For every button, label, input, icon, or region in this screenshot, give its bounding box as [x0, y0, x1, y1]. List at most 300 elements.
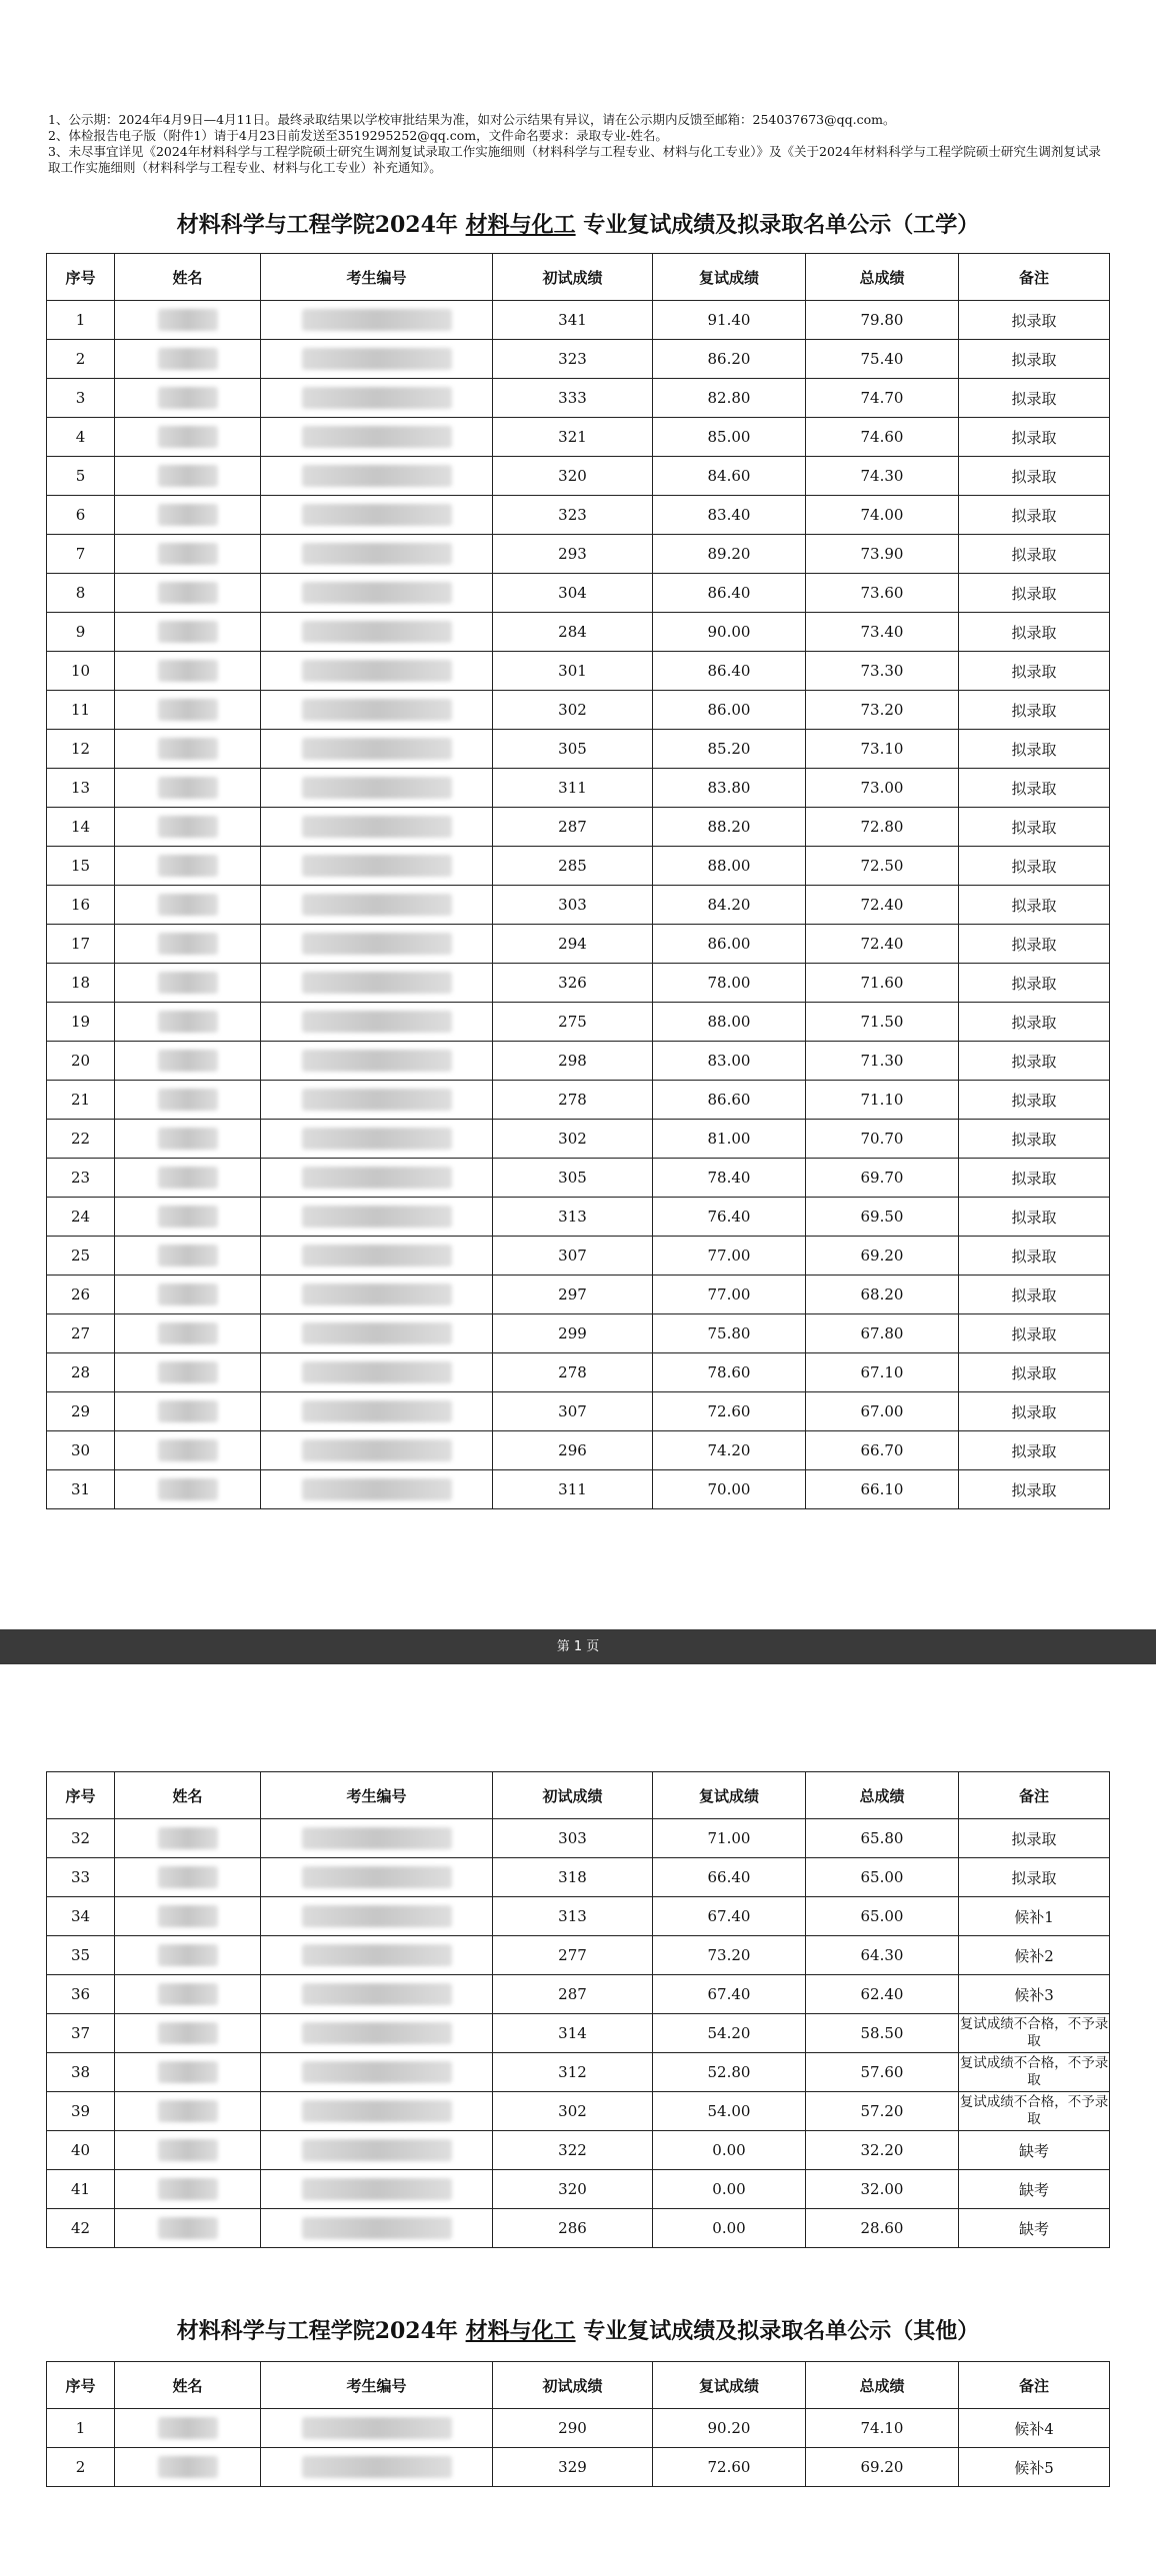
- cell-name-redacted: [115, 808, 261, 847]
- redaction-blur: [302, 2417, 452, 2439]
- table-row: [47, 1353, 1110, 1392]
- cell-retest-score: 86.00: [653, 691, 806, 730]
- redaction-blur: [158, 1866, 218, 1888]
- cell-initial-score: 285: [493, 847, 653, 886]
- column-header: 总成绩: [806, 2362, 959, 2409]
- table-row: [47, 496, 1110, 535]
- cell-id-redacted: [261, 574, 493, 613]
- cell-remark: 缺考: [959, 2209, 1110, 2248]
- column-header: 序号: [47, 2362, 115, 2409]
- cell-initial-score: 307: [493, 1237, 653, 1276]
- cell-retest-score: 67.40: [653, 1975, 806, 2014]
- cell-initial-score: 341: [493, 301, 653, 340]
- redaction-blur: [158, 699, 218, 721]
- table-row: [47, 1470, 1110, 1509]
- cell-index: 39: [47, 2092, 115, 2131]
- cell-total-score: 73.10: [806, 730, 959, 769]
- cell-initial-score: 294: [493, 925, 653, 964]
- cell-remark: 拟录取: [959, 1314, 1110, 1353]
- cell-retest-score: 74.20: [653, 1431, 806, 1470]
- cell-remark: 复试成绩不合格，不予录取: [959, 2053, 1110, 2092]
- redaction-blur: [302, 1439, 452, 1461]
- redaction-blur: [158, 2100, 218, 2122]
- notice-notes: [48, 112, 1110, 176]
- cell-retest-score: 76.40: [653, 1198, 806, 1237]
- cell-retest-score: 75.80: [653, 1314, 806, 1353]
- cell-remark: 拟录取: [959, 808, 1110, 847]
- cell-id-redacted: [261, 1276, 493, 1314]
- cell-remark: 拟录取: [959, 1470, 1110, 1509]
- column-header: 初试成绩: [493, 2362, 653, 2409]
- table-row: [47, 1392, 1110, 1431]
- cell-remark: 候补1: [959, 1897, 1110, 1936]
- cell-total-score: 72.50: [806, 847, 959, 886]
- cell-total-score: 70.70: [806, 1120, 959, 1159]
- redaction-blur: [158, 426, 218, 448]
- cell-initial-score: 322: [493, 2131, 653, 2170]
- cell-id-redacted: [261, 1897, 493, 1936]
- cell-remark: 拟录取: [959, 457, 1110, 496]
- redaction-blur: [158, 1206, 218, 1228]
- column-header: 姓名: [115, 2362, 261, 2409]
- cell-name-redacted: [115, 301, 261, 340]
- cell-id-redacted: [261, 925, 493, 964]
- cell-retest-score: 70.00: [653, 1470, 806, 1509]
- cell-total-score: 62.40: [806, 1975, 959, 2014]
- cell-name-redacted: [115, 1276, 261, 1314]
- column-header: 总成绩: [806, 254, 959, 301]
- cell-retest-score: 78.60: [653, 1353, 806, 1392]
- redaction-blur: [158, 1983, 218, 2005]
- table-row: [47, 691, 1110, 730]
- column-header: 初试成绩: [493, 1772, 653, 1819]
- column-header: 备注: [959, 2362, 1110, 2409]
- redaction-blur: [158, 816, 218, 838]
- cell-name-redacted: [115, 964, 261, 1003]
- cell-initial-score: 286: [493, 2209, 653, 2248]
- redaction-blur: [158, 1827, 218, 1849]
- cell-name-redacted: [115, 886, 261, 925]
- redaction-blur: [302, 2139, 452, 2161]
- cell-remark: 拟录取: [959, 847, 1110, 886]
- cell-retest-score: 88.00: [653, 1003, 806, 1042]
- cell-index: 30: [47, 1431, 115, 1470]
- cell-total-score: 69.20: [806, 2448, 959, 2487]
- cell-total-score: 73.40: [806, 613, 959, 652]
- cell-name-redacted: [115, 769, 261, 808]
- cell-total-score: 71.30: [806, 1042, 959, 1081]
- cell-id-redacted: [261, 1042, 493, 1081]
- redaction-blur: [158, 1011, 218, 1033]
- redaction-blur: [302, 816, 452, 838]
- table-row: [47, 730, 1110, 769]
- cell-total-score: 32.20: [806, 2131, 959, 2170]
- cell-name-redacted: [115, 1003, 261, 1042]
- cell-id-redacted: [261, 2131, 493, 2170]
- redaction-blur: [158, 1128, 218, 1150]
- cell-index: 42: [47, 2209, 115, 2248]
- redaction-blur: [302, 933, 452, 955]
- cell-name-redacted: [115, 2409, 261, 2448]
- cell-retest-score: 77.00: [653, 1237, 806, 1276]
- cell-retest-score: 86.20: [653, 340, 806, 379]
- redaction-blur: [158, 660, 218, 682]
- cell-id-redacted: [261, 1081, 493, 1120]
- redaction-blur: [302, 777, 452, 799]
- header-row: [47, 2362, 1110, 2409]
- cell-index: 15: [47, 847, 115, 886]
- cell-remark: 拟录取: [959, 964, 1110, 1003]
- cell-id-redacted: [261, 457, 493, 496]
- cell-retest-score: 72.60: [653, 1392, 806, 1431]
- cell-retest-score: 81.00: [653, 1120, 806, 1159]
- cell-initial-score: 323: [493, 496, 653, 535]
- redaction-blur: [158, 2217, 218, 2239]
- cell-name-redacted: [115, 2131, 261, 2170]
- cell-initial-score: 278: [493, 1081, 653, 1120]
- table-row: [47, 886, 1110, 925]
- cell-index: 18: [47, 964, 115, 1003]
- header-row: [47, 254, 1110, 301]
- cell-total-score: 79.80: [806, 301, 959, 340]
- cell-remark: 拟录取: [959, 1159, 1110, 1198]
- redaction-blur: [302, 738, 452, 760]
- cell-remark: 拟录取: [959, 1081, 1110, 1120]
- cell-retest-score: 78.40: [653, 1159, 806, 1198]
- table-row: [47, 457, 1110, 496]
- cell-name-redacted: [115, 574, 261, 613]
- cell-index: 40: [47, 2131, 115, 2170]
- redaction-blur: [302, 621, 452, 643]
- cell-initial-score: 290: [493, 2409, 653, 2448]
- cell-id-redacted: [261, 1392, 493, 1431]
- cell-id-redacted: [261, 847, 493, 886]
- cell-total-score: 71.50: [806, 1003, 959, 1042]
- table-row: [47, 2170, 1110, 2209]
- column-header: 考生编号: [261, 2362, 493, 2409]
- cell-id-redacted: [261, 1936, 493, 1975]
- header-row: [47, 1772, 1110, 1819]
- results-table-engineering-continued: [46, 1771, 1110, 2248]
- cell-initial-score: 296: [493, 1431, 653, 1470]
- cell-total-score: 58.50: [806, 2014, 959, 2053]
- cell-id-redacted: [261, 1314, 493, 1353]
- cell-remark: 拟录取: [959, 925, 1110, 964]
- table-row: [47, 2209, 1110, 2248]
- cell-retest-score: 82.80: [653, 379, 806, 418]
- cell-index: 13: [47, 769, 115, 808]
- redaction-blur: [302, 2456, 452, 2478]
- redaction-blur: [302, 699, 452, 721]
- cell-retest-score: 85.00: [653, 418, 806, 457]
- table-row: [47, 847, 1110, 886]
- cell-initial-score: 303: [493, 886, 653, 925]
- cell-retest-score: 52.80: [653, 2053, 806, 2092]
- redaction-blur: [302, 1400, 452, 1422]
- cell-total-score: 69.50: [806, 1198, 959, 1237]
- cell-remark: 拟录取: [959, 1003, 1110, 1042]
- cell-id-redacted: [261, 340, 493, 379]
- cell-index: 34: [47, 1897, 115, 1936]
- cell-remark: 拟录取: [959, 1198, 1110, 1237]
- cell-id-redacted: [261, 1431, 493, 1470]
- cell-retest-score: 86.60: [653, 1081, 806, 1120]
- cell-retest-score: 86.40: [653, 652, 806, 691]
- redaction-blur: [158, 465, 218, 487]
- cell-name-redacted: [115, 2170, 261, 2209]
- cell-id-redacted: [261, 2170, 493, 2209]
- cell-index: 31: [47, 1470, 115, 1509]
- table-row: [47, 379, 1110, 418]
- cell-remark: 拟录取: [959, 1120, 1110, 1159]
- cell-initial-score: 284: [493, 613, 653, 652]
- cell-total-score: 32.00: [806, 2170, 959, 2209]
- cell-total-score: 72.80: [806, 808, 959, 847]
- cell-name-redacted: [115, 1431, 261, 1470]
- cell-remark: 拟录取: [959, 886, 1110, 925]
- table-row: [47, 1897, 1110, 1936]
- cell-id-redacted: [261, 2448, 493, 2487]
- cell-initial-score: 302: [493, 2092, 653, 2131]
- redaction-blur: [158, 2178, 218, 2200]
- redaction-blur: [158, 1478, 218, 1500]
- redaction-blur: [158, 1400, 218, 1422]
- cell-initial-score: 297: [493, 1276, 653, 1314]
- redaction-blur: [302, 855, 452, 877]
- redaction-blur: [302, 1089, 452, 1111]
- table-row: [47, 2131, 1110, 2170]
- cell-remark: 拟录取: [959, 1042, 1110, 1081]
- cell-id-redacted: [261, 652, 493, 691]
- cell-retest-score: 83.80: [653, 769, 806, 808]
- cell-initial-score: 301: [493, 652, 653, 691]
- table-row: [47, 1975, 1110, 2014]
- redaction-blur: [302, 426, 452, 448]
- cell-id-redacted: [261, 2014, 493, 2053]
- table-row: [47, 1276, 1110, 1314]
- cell-name-redacted: [115, 496, 261, 535]
- cell-name-redacted: [115, 925, 261, 964]
- redaction-blur: [302, 1245, 452, 1267]
- cell-id-redacted: [261, 730, 493, 769]
- cell-remark: 候补2: [959, 1936, 1110, 1975]
- redaction-blur: [302, 1322, 452, 1344]
- column-header: 序号: [47, 254, 115, 301]
- redaction-blur: [302, 2061, 452, 2083]
- cell-total-score: 66.70: [806, 1431, 959, 1470]
- cell-id-redacted: [261, 1159, 493, 1198]
- cell-index: 29: [47, 1392, 115, 1431]
- cell-index: 6: [47, 496, 115, 535]
- redaction-blur: [158, 348, 218, 370]
- redaction-blur: [158, 2139, 218, 2161]
- cell-id-redacted: [261, 1975, 493, 2014]
- title-engineering: 材料科学与工程学院2024年 材料与化工 专业复试成绩及拟录取名单公示（工学）: [176, 212, 980, 238]
- document-page-2: [0, 1664, 1156, 2576]
- redaction-blur: [302, 1206, 452, 1228]
- redaction-blur: [158, 1439, 218, 1461]
- cell-id-redacted: [261, 535, 493, 574]
- cell-id-redacted: [261, 613, 493, 652]
- cell-remark: 拟录取: [959, 691, 1110, 730]
- cell-remark: 拟录取: [959, 613, 1110, 652]
- redaction-blur: [302, 660, 452, 682]
- cell-retest-score: 72.60: [653, 2448, 806, 2487]
- cell-total-score: 57.20: [806, 2092, 959, 2131]
- redaction-blur: [158, 738, 218, 760]
- cell-id-redacted: [261, 964, 493, 1003]
- cell-index: 37: [47, 2014, 115, 2053]
- cell-initial-score: 314: [493, 2014, 653, 2053]
- redaction-blur: [302, 1478, 452, 1500]
- redaction-blur: [302, 1050, 452, 1072]
- cell-index: 25: [47, 1237, 115, 1276]
- table-row: [47, 925, 1110, 964]
- table-row: [47, 1042, 1110, 1081]
- cell-retest-score: 90.00: [653, 613, 806, 652]
- cell-initial-score: 299: [493, 1314, 653, 1353]
- cell-name-redacted: [115, 2014, 261, 2053]
- redaction-blur: [302, 2022, 452, 2044]
- cell-initial-score: 329: [493, 2448, 653, 2487]
- cell-index: 5: [47, 457, 115, 496]
- cell-initial-score: 313: [493, 1198, 653, 1237]
- cell-id-redacted: [261, 496, 493, 535]
- cell-id-redacted: [261, 1003, 493, 1042]
- cell-id-redacted: [261, 691, 493, 730]
- cell-index: 19: [47, 1003, 115, 1042]
- cell-remark: 拟录取: [959, 1392, 1110, 1431]
- redaction-blur: [158, 309, 218, 331]
- cell-total-score: 72.40: [806, 886, 959, 925]
- cell-remark: 候补4: [959, 2409, 1110, 2448]
- cell-id-redacted: [261, 1819, 493, 1858]
- table-row: [47, 1198, 1110, 1237]
- cell-index: 7: [47, 535, 115, 574]
- cell-index: 24: [47, 1198, 115, 1237]
- cell-remark: 拟录取: [959, 418, 1110, 457]
- cell-remark: 拟录取: [959, 1237, 1110, 1276]
- redaction-blur: [158, 1167, 218, 1189]
- cell-index: 41: [47, 2170, 115, 2209]
- redaction-blur: [158, 1089, 218, 1111]
- cell-index: 17: [47, 925, 115, 964]
- cell-id-redacted: [261, 2209, 493, 2248]
- cell-name-redacted: [115, 691, 261, 730]
- cell-retest-score: 67.40: [653, 1897, 806, 1936]
- column-header: 考生编号: [261, 254, 493, 301]
- cell-id-redacted: [261, 301, 493, 340]
- cell-name-redacted: [115, 652, 261, 691]
- cell-remark: 候补5: [959, 2448, 1110, 2487]
- cell-remark: 拟录取: [959, 574, 1110, 613]
- cell-initial-score: 287: [493, 1975, 653, 2014]
- page-number: 第 1 页: [556, 1639, 600, 1654]
- cell-name-redacted: [115, 1858, 261, 1897]
- redaction-blur: [158, 972, 218, 994]
- cell-index: 2: [47, 340, 115, 379]
- cell-retest-score: 0.00: [653, 2209, 806, 2248]
- cell-total-score: 75.40: [806, 340, 959, 379]
- cell-index: 3: [47, 379, 115, 418]
- table-row: [47, 2092, 1110, 2131]
- cell-total-score: 74.60: [806, 418, 959, 457]
- cell-total-score: 74.00: [806, 496, 959, 535]
- cell-remark: 拟录取: [959, 730, 1110, 769]
- redaction-blur: [158, 621, 218, 643]
- cell-name-redacted: [115, 1470, 261, 1509]
- redaction-blur: [158, 1050, 218, 1072]
- cell-id-redacted: [261, 808, 493, 847]
- redaction-blur: [158, 2022, 218, 2044]
- cell-index: 1: [47, 301, 115, 340]
- cell-name-redacted: [115, 1897, 261, 1936]
- cell-index: 14: [47, 808, 115, 847]
- cell-initial-score: 302: [493, 1120, 653, 1159]
- cell-remark: 拟录取: [959, 379, 1110, 418]
- redaction-blur: [158, 2417, 218, 2439]
- cell-remark: 拟录取: [959, 1858, 1110, 1897]
- table-row: [47, 301, 1110, 340]
- cell-retest-score: 83.40: [653, 496, 806, 535]
- cell-initial-score: 275: [493, 1003, 653, 1042]
- table-row: [47, 340, 1110, 379]
- redaction-blur: [302, 2217, 452, 2239]
- cell-remark: 拟录取: [959, 340, 1110, 379]
- redaction-blur: [302, 309, 452, 331]
- table-row: [47, 1081, 1110, 1120]
- cell-initial-score: 311: [493, 769, 653, 808]
- table-row: [47, 1431, 1110, 1470]
- cell-retest-score: 0.00: [653, 2170, 806, 2209]
- table-row: [47, 1159, 1110, 1198]
- cell-name-redacted: [115, 1042, 261, 1081]
- cell-name-redacted: [115, 2448, 261, 2487]
- cell-retest-score: 78.00: [653, 964, 806, 1003]
- cell-remark: 拟录取: [959, 535, 1110, 574]
- column-header: 姓名: [115, 254, 261, 301]
- cell-name-redacted: [115, 1314, 261, 1353]
- cell-index: 27: [47, 1314, 115, 1353]
- cell-total-score: 71.60: [806, 964, 959, 1003]
- table-row: [47, 535, 1110, 574]
- cell-remark: 复试成绩不合格，不予录取: [959, 2092, 1110, 2131]
- cell-total-score: 72.40: [806, 925, 959, 964]
- cell-initial-score: 277: [493, 1936, 653, 1975]
- cell-retest-score: 91.40: [653, 301, 806, 340]
- redaction-blur: [302, 387, 452, 409]
- cell-index: 33: [47, 1858, 115, 1897]
- cell-id-redacted: [261, 379, 493, 418]
- cell-retest-score: 88.00: [653, 847, 806, 886]
- redaction-blur: [158, 1361, 218, 1383]
- table-row: [47, 1819, 1110, 1858]
- cell-initial-score: 326: [493, 964, 653, 1003]
- cell-initial-score: 318: [493, 1858, 653, 1897]
- cell-index: 9: [47, 613, 115, 652]
- cell-initial-score: 278: [493, 1353, 653, 1392]
- table-row: [47, 418, 1110, 457]
- cell-initial-score: 312: [493, 2053, 653, 2092]
- cell-index: 38: [47, 2053, 115, 2092]
- cell-remark: 拟录取: [959, 1431, 1110, 1470]
- cell-total-score: 67.00: [806, 1392, 959, 1431]
- cell-index: 21: [47, 1081, 115, 1120]
- cell-total-score: 74.30: [806, 457, 959, 496]
- redaction-blur: [158, 543, 218, 565]
- redaction-blur: [302, 582, 452, 604]
- redaction-blur: [158, 933, 218, 955]
